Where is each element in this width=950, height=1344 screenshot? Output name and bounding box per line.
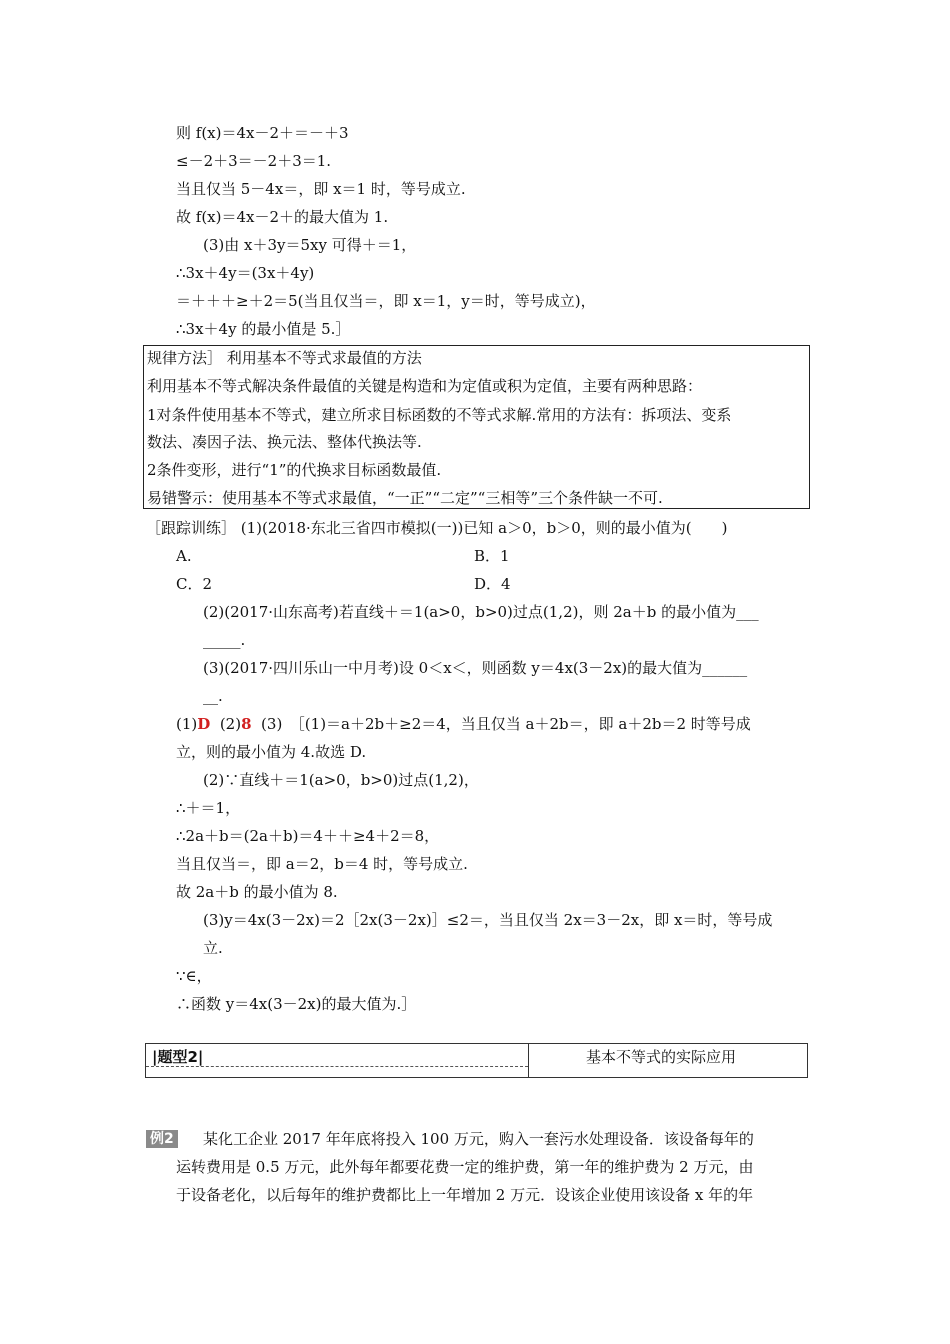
option-c: C．2 (176, 575, 213, 593)
method-box-line: 数法、凑因子法、换元法、整体代换法等. (147, 433, 422, 451)
option-a: A. (176, 547, 192, 565)
answer-line: 立. (203, 939, 223, 957)
practice-question-2-cont: _____. (203, 631, 246, 649)
solution-line: ≤－2＋3＝－2＋3＝1. (176, 152, 332, 170)
answer-line: 当且仅当＝，即 a＝2，b＝4 时，等号成立. (176, 855, 468, 873)
answer-line: ∴＋＝1， (176, 799, 241, 817)
section-title: 基本不等式的实际应用 (586, 1048, 737, 1066)
solution-line: ∴3x＋4y＝(3x＋4y) (176, 264, 315, 282)
practice-question-1: ［跟踪训练］ (1)(2018·东北三省四市模拟(一))已知 a＞0，b＞0，则的最小值为( ) (146, 519, 728, 537)
method-box (143, 345, 810, 509)
solution-line: ＝＋＋＋≥＋2＝5(当且仅当＝，即 x＝1，y＝时，等号成立)， (176, 292, 596, 310)
solution-line: 则 f(x)＝4x－2＋＝－＋3 (176, 124, 349, 142)
answer-line-first (176, 713, 751, 735)
answer-2-value: 8 (241, 715, 252, 733)
solution-line: 故 f(x)＝4x－2＋的最大值为 1. (176, 208, 389, 226)
practice-question-3: (3)(2017·四川乐山一中月考)设 0＜x＜，则函数 y＝4x(3－2x)的最大值为______ (203, 659, 748, 677)
example-badge: 例2 (146, 1130, 178, 1148)
solution-line: 当且仅当 5－4x＝，即 x＝1 时，等号成立. (176, 180, 466, 198)
answer-2-label: (2) (219, 715, 242, 733)
method-box-line: 利用基本不等式解决条件最值的关键是构造和为定值或积为定值，主要有两种思路： (147, 377, 703, 395)
method-box-line: 2条件变形，进行“1”的代换求目标函数最值. (147, 461, 442, 479)
answer-1-label: (1) (176, 715, 198, 733)
banner-divider (528, 1044, 529, 1077)
method-box-line: 1对条件使用基本不等式，建立所求目标函数的不等式求解.常用的方法有：拆项法、变系 (147, 406, 732, 424)
option-d: D．4 (474, 575, 511, 593)
answer-3-text: (3) ［(1)＝a＋2b＋≥2＝4，当且仅当 a＋2b＝，即 a＋2b＝2 时等号成 (261, 715, 751, 733)
method-box-line: 易错警示：使用基本不等式求最值，“一正”“二定”“三相等”三个条件缺一不可. (147, 489, 663, 507)
answer-line: ∵∈， (176, 967, 212, 985)
answer-line: (3)y＝4x(3－2x)＝2［2x(3－2x)］≤2＝，当且仅当 2x＝3－2x，即 x＝时，等号成 (203, 911, 773, 929)
answer-line: 故 2a＋b 的最小值为 8. (176, 883, 338, 901)
solution-line: (3)由 x＋3y＝5xy 可得＋＝1， (203, 236, 417, 254)
answer-line: ∴2a＋b＝(2a＋b)＝4＋＋≥4＋2＝8， (176, 827, 440, 845)
answer-1-value: D (197, 715, 211, 733)
example-line: 于设备老化，以后每年的维护费都比上一年增加 2 万元．设该企业使用该设备 x 年的年 (176, 1186, 754, 1204)
answer-line: 立，则的最小值为 4.故选 D. (176, 743, 367, 761)
example-line: 某化工企业 2017 年年底将投入 100 万元，购入一套污水处理设备．该设备每年的 (203, 1130, 754, 1148)
answer-line: ∴函数 y＝4x(3－2x)的最大值为.］ (176, 995, 417, 1013)
option-b: B．1 (474, 547, 510, 565)
example-line: 运转费用是 0.5 万元，此外每年都要花费一定的维护费，第一年的维护费为 2 万元，由 (176, 1158, 754, 1176)
solution-line: ∴3x＋4y 的最小值是 5.］ (176, 320, 351, 338)
section-banner (145, 1043, 808, 1078)
method-box-title: 规律方法］ 利用基本不等式求最值的方法 (147, 349, 422, 367)
answer-line: (2)∵直线＋＝1(a>0，b>0)过点(1,2)， (203, 771, 479, 789)
practice-question-3-cont: __. (203, 687, 223, 705)
section-tag: |题型2| (152, 1048, 204, 1066)
practice-question-2: (2)(2017·山东高考)若直线＋＝1(a>0，b>0)过点(1,2)，则 2a＋b 的最小值为___ (203, 603, 759, 621)
